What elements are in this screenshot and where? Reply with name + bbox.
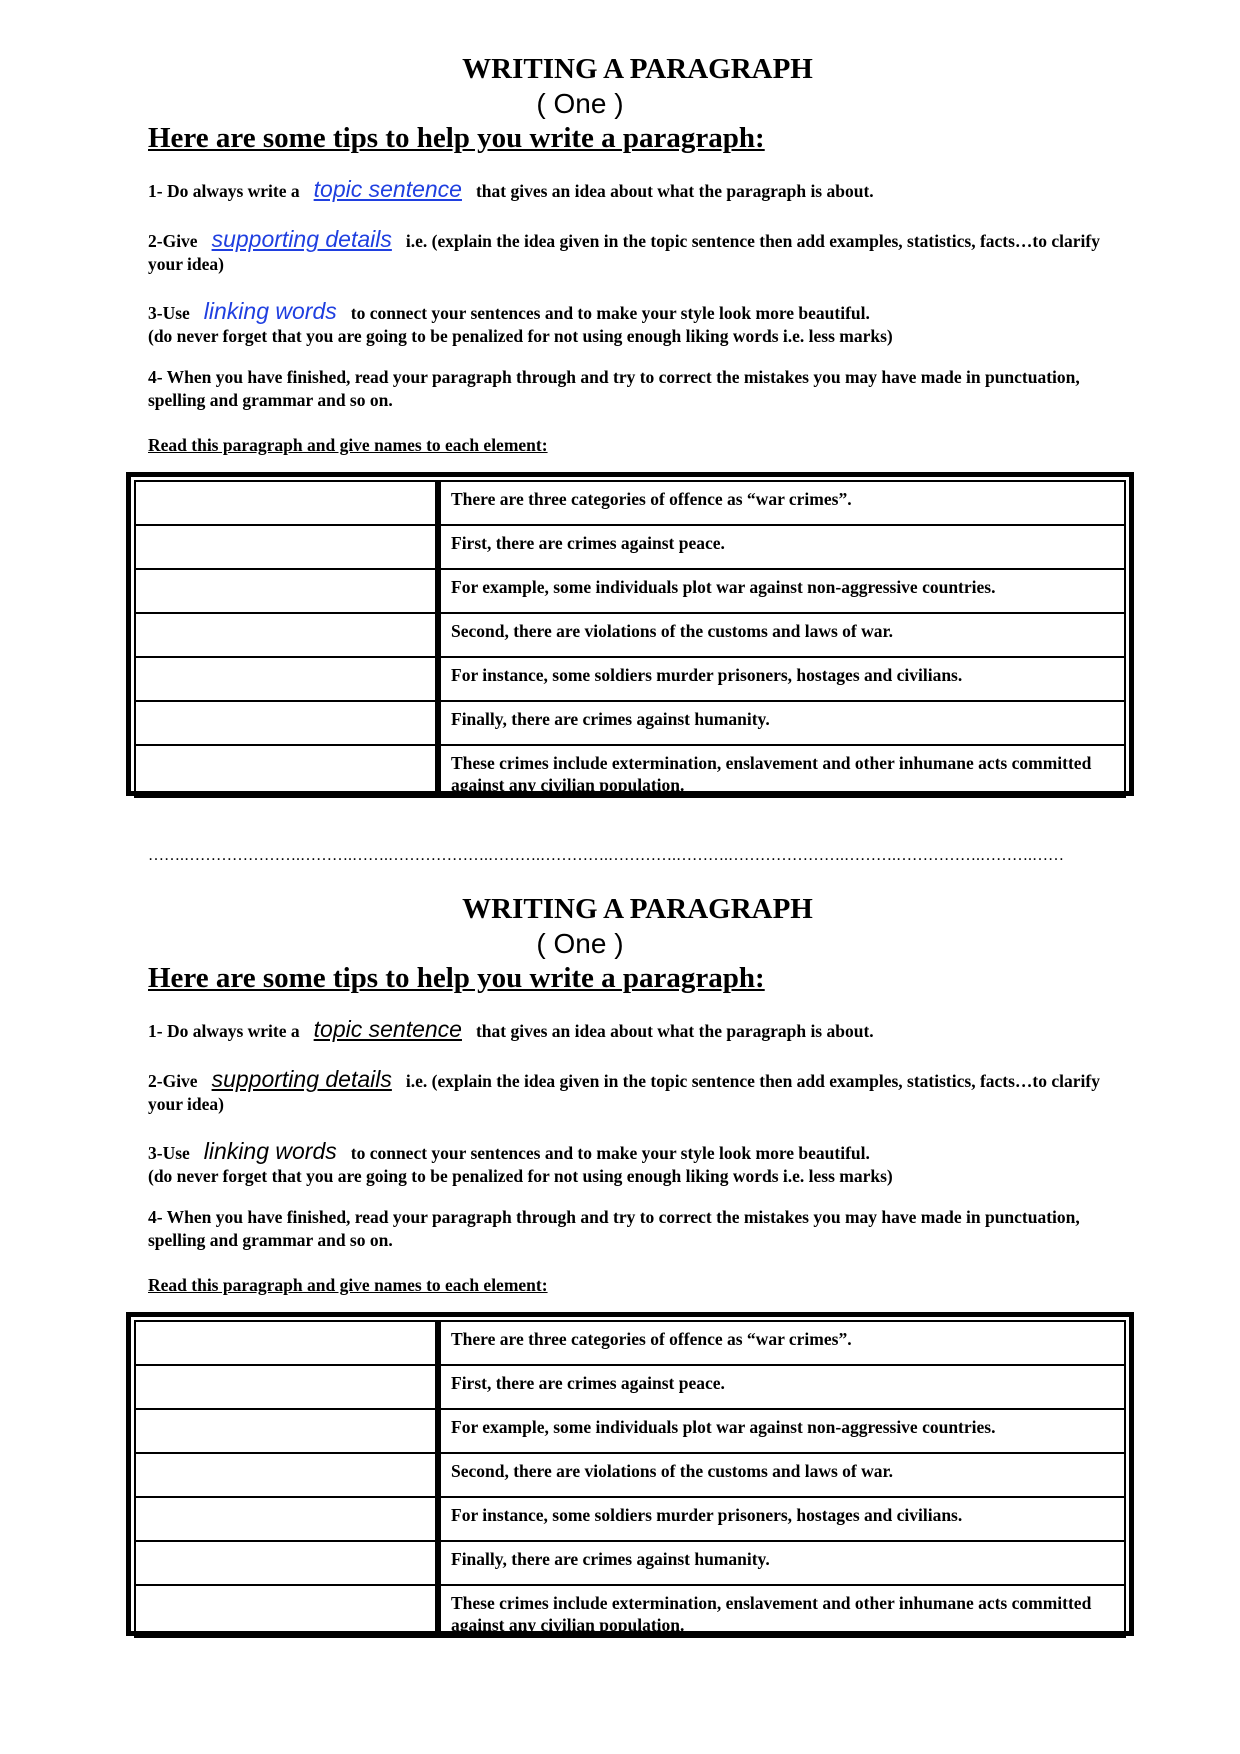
element-name-cell[interactable] — [135, 1321, 438, 1365]
tip-3-prefix: 3-Use — [148, 303, 190, 323]
element-name-cell[interactable] — [135, 481, 438, 525]
element-name-cell[interactable] — [135, 745, 438, 797]
tip-3-prefix: 3-Use — [148, 1143, 190, 1163]
table-row — [135, 745, 1125, 797]
table-row — [135, 1497, 1125, 1541]
sentence-cell: There are three categories of offence as “war crimes”. — [438, 481, 1125, 525]
worksheet-2 — [0, 840, 1240, 1635]
tip-2 — [148, 228, 1128, 276]
tip-3-keyword: linking words — [203, 1138, 337, 1164]
element-name-cell[interactable] — [135, 525, 438, 569]
element-name-cell[interactable] — [135, 1497, 438, 1541]
table-row — [135, 1409, 1125, 1453]
sentence-cell: There are three categories of offence as “war crimes”. — [438, 1321, 1125, 1365]
tip-4: 4- When you have finished, read your paragraph through and try to correct the mistakes you may have made in punctuation, spelling and grammar and so on. — [148, 367, 1080, 410]
table-row — [135, 525, 1125, 569]
sentence-cell: For instance, some soldiers murder prisoners, hostages and civilians. — [438, 1497, 1125, 1541]
table-row — [135, 1321, 1125, 1365]
worksheet-subtitle: ( One ) — [536, 928, 624, 959]
table-row — [135, 1453, 1125, 1497]
sentence-cell: First, there are crimes against peace. — [438, 1365, 1125, 1409]
tip-3 — [148, 300, 1128, 348]
element-name-cell[interactable] — [135, 701, 438, 745]
tip-3-suffix: to connect your sentences and to make your style look more beautiful. — [350, 303, 870, 323]
element-name-cell[interactable] — [135, 613, 438, 657]
worksheet-1 — [0, 0, 1240, 795]
sentence-cell: Second, there are violations of the customs and laws of war. — [438, 613, 1125, 657]
worksheet-title: WRITING A PARAGRAPH — [462, 893, 813, 925]
sentence-cell: First, there are crimes against peace. — [438, 525, 1125, 569]
tip-4: 4- When you have finished, read your paragraph through and try to correct the mistakes you may have made in punctuation, spelling and grammar and so on. — [148, 1207, 1080, 1250]
tip-2 — [148, 1068, 1128, 1116]
element-name-cell[interactable] — [135, 1585, 438, 1637]
sentence-cell: Finally, there are crimes against humanity. — [438, 1541, 1125, 1585]
tip-2-suffix: i.e. (explain the idea given in the topic sentence then add examples, statistics, facts…to clarify your idea) — [148, 1071, 1100, 1114]
worksheet-subtitle: ( One ) — [536, 88, 624, 119]
sentence-cell: These crimes include extermination, enslavement and other inhumane acts committed against any civilian population. — [438, 745, 1125, 797]
table-row — [135, 657, 1125, 701]
tip-1-suffix: that gives an idea about what the paragraph is about. — [475, 181, 874, 201]
table-row — [135, 1541, 1125, 1585]
table-row — [135, 481, 1125, 525]
tip-1-keyword: topic sentence — [313, 1016, 462, 1042]
sentence-cell: For example, some individuals plot war against non-aggressive countries. — [438, 569, 1125, 613]
tip-1 — [148, 1018, 1128, 1043]
tip-3 — [148, 1140, 1128, 1188]
tips-heading: Here are some tips to help you write a paragraph: — [148, 962, 765, 994]
sentence-cell: For example, some individuals plot war against non-aggressive countries. — [438, 1409, 1125, 1453]
tip-2-prefix: 2-Give — [148, 231, 198, 251]
paragraph-table — [126, 472, 1134, 796]
element-name-cell[interactable] — [135, 1541, 438, 1585]
sentence-cell: For instance, some soldiers murder prisoners, hostages and civilians. — [438, 657, 1125, 701]
dotted-divider: …….………………….……….…….……………….……….………….………….……….………………….……….…………….……….…… — [148, 847, 1064, 864]
table-row — [135, 1585, 1125, 1637]
element-name-cell[interactable] — [135, 1453, 438, 1497]
tip-3-keyword: linking words — [203, 298, 337, 324]
instruction: Read this paragraph and give names to each element: — [148, 435, 548, 455]
table-row — [135, 1365, 1125, 1409]
tip-3-note: (do never forget that you are going to be penalized for not using enough liking words i.e. less marks) — [148, 326, 893, 346]
sentence-cell: These crimes include extermination, enslavement and other inhumane acts committed against any civilian population. — [438, 1585, 1125, 1637]
element-name-cell[interactable] — [135, 1409, 438, 1453]
tip-2-suffix: i.e. (explain the idea given in the topic sentence then add examples, statistics, facts…to clarify your idea) — [148, 231, 1100, 274]
tip-1 — [148, 178, 1128, 203]
sentence-cell: Second, there are violations of the customs and laws of war. — [438, 1453, 1125, 1497]
table-row — [135, 569, 1125, 613]
tip-1-prefix: 1- Do always write a — [148, 1021, 300, 1041]
element-name-cell[interactable] — [135, 657, 438, 701]
tips-heading: Here are some tips to help you write a paragraph: — [148, 122, 765, 154]
tip-3-suffix: to connect your sentences and to make your style look more beautiful. — [350, 1143, 870, 1163]
tip-1-prefix: 1- Do always write a — [148, 181, 300, 201]
worksheet-title: WRITING A PARAGRAPH — [462, 53, 813, 85]
tip-2-keyword: supporting details — [211, 1066, 392, 1092]
element-name-cell[interactable] — [135, 1365, 438, 1409]
tip-1-suffix: that gives an idea about what the paragraph is about. — [475, 1021, 874, 1041]
tip-1-keyword: topic sentence — [313, 176, 462, 202]
table-row — [135, 613, 1125, 657]
tip-2-keyword: supporting details — [211, 226, 392, 252]
paragraph-table — [126, 1312, 1134, 1636]
element-name-cell[interactable] — [135, 569, 438, 613]
table-row — [135, 701, 1125, 745]
sentence-cell: Finally, there are crimes against humanity. — [438, 701, 1125, 745]
tip-3-note: (do never forget that you are going to be penalized for not using enough liking words i.e. less marks) — [148, 1166, 893, 1186]
instruction: Read this paragraph and give names to each element: — [148, 1275, 548, 1295]
tip-2-prefix: 2-Give — [148, 1071, 198, 1091]
